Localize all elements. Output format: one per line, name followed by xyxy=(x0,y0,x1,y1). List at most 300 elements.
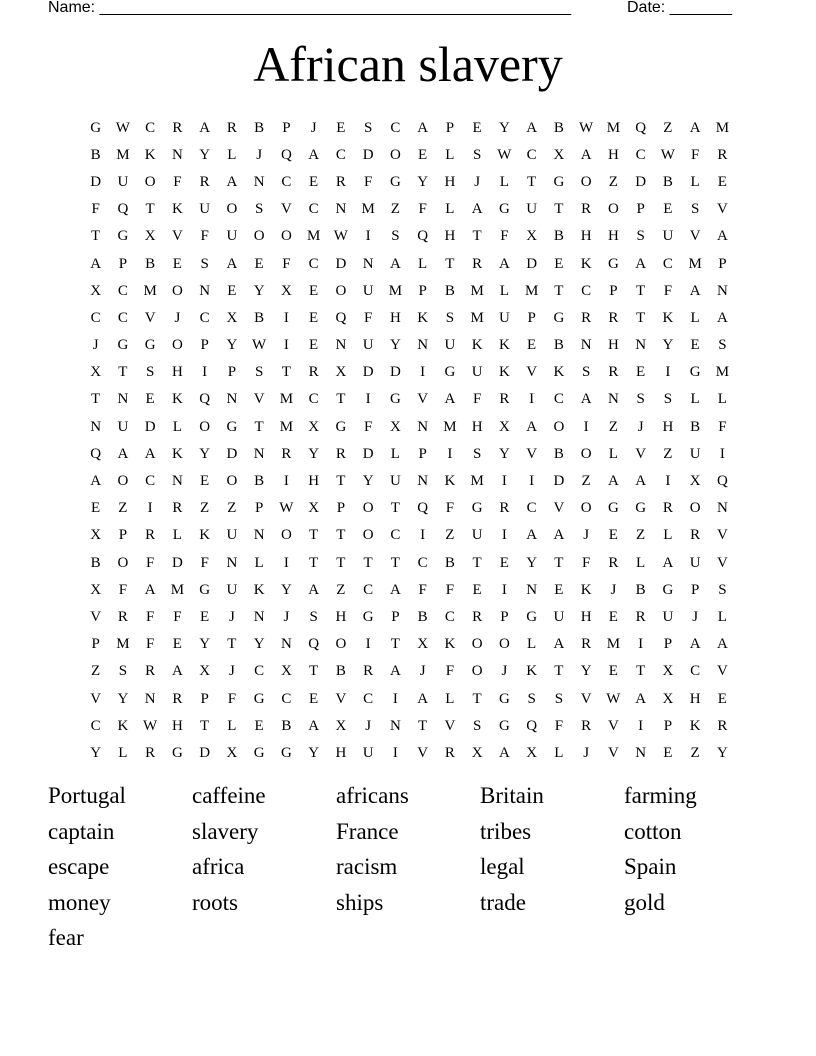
grid-letter: F xyxy=(363,418,373,435)
word-list-item: legal xyxy=(480,854,525,879)
grid-letter: S xyxy=(690,201,700,218)
grid-letter: L xyxy=(663,527,673,544)
grid-letter: M xyxy=(688,255,702,272)
grid-row xyxy=(82,440,736,467)
grid-letter: P xyxy=(91,636,100,653)
grid-letter: N xyxy=(716,282,728,299)
grid-letter: I xyxy=(283,554,289,571)
grid-letter: D xyxy=(389,364,401,381)
grid-letter: A xyxy=(716,309,728,326)
grid-letter: D xyxy=(199,744,211,761)
grid-letter: M xyxy=(606,636,621,653)
grid-letter: E xyxy=(309,337,319,354)
word-list-item: money xyxy=(48,889,111,915)
grid-letter: E xyxy=(554,255,564,272)
grid-letter: C xyxy=(335,146,346,163)
grid-letter: X xyxy=(308,500,320,517)
word-list-item: Portugal xyxy=(48,783,126,808)
grid-letter: A xyxy=(226,173,238,190)
grid-letter: V xyxy=(417,391,429,408)
grid-letter: E xyxy=(717,690,727,707)
grid-letter: Q xyxy=(417,228,429,245)
grid-letter: X xyxy=(553,146,565,163)
grid-letter: U xyxy=(553,608,565,625)
grid-letter: O xyxy=(226,473,238,490)
word-list-item: captain xyxy=(48,818,115,844)
grid-letter: I xyxy=(365,228,371,245)
grid-letter: B xyxy=(553,228,564,245)
grid-letter: E xyxy=(527,337,537,354)
grid-letter: K xyxy=(417,309,429,326)
grid-letter: Y xyxy=(90,744,102,761)
grid-letter: P xyxy=(445,119,455,136)
grid-letter: G xyxy=(635,500,647,517)
grid-letter: S xyxy=(472,445,482,462)
grid-letter: N xyxy=(253,608,265,625)
grid-letter: O xyxy=(580,500,592,517)
grid-letter: O xyxy=(226,201,238,218)
grid-letter: S xyxy=(309,608,318,625)
grid-letter: Q xyxy=(280,146,292,163)
grid-letter: N xyxy=(253,173,265,190)
grid-letter: M xyxy=(306,228,321,245)
grid-letter: K xyxy=(171,391,183,408)
grid-letter: U xyxy=(362,744,374,761)
grid-row xyxy=(82,685,736,712)
grid-letter: S xyxy=(581,364,591,381)
grid-letter: C xyxy=(553,391,564,408)
grid-letter: C xyxy=(662,255,673,272)
grid-letter: I xyxy=(665,473,671,490)
grid-letter: B xyxy=(281,717,292,734)
grid-letter: N xyxy=(253,527,265,544)
grid-letter: H xyxy=(335,608,347,625)
grid-letter: O xyxy=(471,636,483,653)
grid-row xyxy=(82,467,736,494)
grid-letter: X xyxy=(335,364,347,381)
grid-letter: Y xyxy=(117,690,129,707)
grid-letter: D xyxy=(362,445,374,462)
grid-letter: W xyxy=(606,690,621,707)
grid-letter: K xyxy=(498,364,510,381)
grid-letter: Y xyxy=(362,473,374,490)
grid-letter: N xyxy=(171,146,183,163)
grid-letter: L xyxy=(418,255,428,272)
grid-letter: C xyxy=(145,473,156,490)
grid-letter: R xyxy=(335,173,346,190)
word-list-item: France xyxy=(336,818,399,844)
grid-letter: M xyxy=(170,581,185,598)
grid-letter: V xyxy=(553,500,565,517)
grid-letter: U xyxy=(662,608,674,625)
grid-letter: W xyxy=(115,119,130,136)
grid-letter: A xyxy=(635,255,647,272)
grid-letter: G xyxy=(444,364,456,381)
grid-letter: E xyxy=(309,309,319,326)
grid-letter: R xyxy=(717,717,728,734)
grid-letter: K xyxy=(662,309,674,326)
grid-letter: K xyxy=(498,337,510,354)
grid-letter: L xyxy=(690,309,700,326)
grid-letter: A xyxy=(417,119,429,136)
grid-letter: P xyxy=(663,717,673,734)
word-list-item: roots xyxy=(192,889,238,915)
grid-letter: Y xyxy=(199,445,211,462)
grid-letter: Y xyxy=(389,337,401,354)
grid-letter: D xyxy=(335,255,347,272)
grid-letter: S xyxy=(363,119,373,136)
grid-letter: R xyxy=(499,500,510,517)
grid-letter: Y xyxy=(308,744,320,761)
grid-letter: R xyxy=(172,119,183,136)
grid-letter: A xyxy=(144,445,156,462)
grid-letter: R xyxy=(145,663,156,680)
grid-letter: U xyxy=(389,473,401,490)
grid-letter: S xyxy=(445,309,455,326)
grid-letter: V xyxy=(607,717,619,734)
grid-letter: J xyxy=(419,663,426,680)
grid-letter: P xyxy=(282,119,291,136)
grid-letter: T xyxy=(472,554,482,571)
grid-letter: Z xyxy=(608,173,618,190)
grid-letter: U xyxy=(689,554,701,571)
grid-letter: Z xyxy=(118,500,128,517)
grid-letter: X xyxy=(199,663,211,680)
grid-letter: X xyxy=(226,309,238,326)
grid-letter: X xyxy=(526,744,538,761)
word-list-item: Britain xyxy=(480,783,544,808)
grid-letter: E xyxy=(200,473,210,490)
grid-letter: V xyxy=(635,445,647,462)
grid-letter: I xyxy=(447,445,453,462)
grid-letter: T xyxy=(554,554,564,571)
grid-letter: G xyxy=(498,690,510,707)
grid-row xyxy=(82,359,736,386)
grid-letter: P xyxy=(118,527,128,544)
grid-letter: B xyxy=(145,255,156,272)
grid-letter: Y xyxy=(580,663,592,680)
grid-letter: L xyxy=(254,554,264,571)
date-field-label: Date: _______ xyxy=(627,0,732,16)
grid-row xyxy=(82,386,736,413)
grid-letter: V xyxy=(144,309,156,326)
grid-letter: M xyxy=(470,309,484,326)
grid-letter: G xyxy=(389,391,401,408)
grid-letter: A xyxy=(144,581,156,598)
grid-row xyxy=(82,495,736,522)
grid-letter: A xyxy=(716,636,728,653)
grid-letter: D xyxy=(144,418,156,435)
grid-letter: O xyxy=(253,228,265,245)
grid-letter: K xyxy=(553,364,565,381)
grid-letter: T xyxy=(554,282,564,299)
grid-letter: F xyxy=(445,500,455,517)
grid-row xyxy=(82,712,736,739)
grid-letter: C xyxy=(390,119,401,136)
grid-letter: E xyxy=(254,255,264,272)
grid-letter: N xyxy=(335,201,347,218)
grid-letter: O xyxy=(389,146,401,163)
grid-letter: B xyxy=(553,445,564,462)
grid-letter: E xyxy=(636,364,646,381)
grid-letter: K xyxy=(144,146,156,163)
grid-letter: A xyxy=(498,255,510,272)
grid-letter: Q xyxy=(716,473,728,490)
grid-letter: T xyxy=(91,228,101,245)
grid-letter: E xyxy=(336,119,346,136)
grid-letter: F xyxy=(418,201,427,218)
grid-letter: O xyxy=(117,473,129,490)
grid-letter: O xyxy=(171,337,183,354)
grid-row xyxy=(82,304,736,331)
grid-letter: Q xyxy=(635,119,647,136)
grid-letter: O xyxy=(335,282,347,299)
grid-letter: E xyxy=(309,690,319,707)
grid-letter: X xyxy=(308,418,320,435)
grid-letter: A xyxy=(444,391,456,408)
grid-letter: B xyxy=(90,554,101,571)
grid-letter: E xyxy=(200,608,210,625)
grid-letter: R xyxy=(635,608,646,625)
grid-letter: O xyxy=(607,201,619,218)
grid-row xyxy=(82,413,736,440)
grid-letter: U xyxy=(362,282,374,299)
grid-row xyxy=(82,141,736,168)
grid-letter: O xyxy=(171,282,183,299)
grid-row xyxy=(82,739,736,766)
grid-letter: R xyxy=(472,608,483,625)
grid-letter: U xyxy=(471,527,483,544)
grid-letter: Z xyxy=(663,445,673,462)
grid-letter: G xyxy=(553,309,565,326)
grid-letter: O xyxy=(144,173,156,190)
grid-letter: Y xyxy=(417,173,429,190)
grid-letter: Z xyxy=(636,527,646,544)
grid-letter: K xyxy=(199,527,211,544)
grid-letter: E xyxy=(499,554,509,571)
grid-letter: N xyxy=(144,690,156,707)
grid-letter: X xyxy=(280,663,292,680)
grid-letter: T xyxy=(145,201,155,218)
grid-letter: F xyxy=(173,173,182,190)
grid-letter: U xyxy=(662,228,674,245)
grid-letter: P xyxy=(718,255,727,272)
grid-letter: V xyxy=(444,717,456,734)
grid-letter: S xyxy=(391,228,400,245)
grid-letter: K xyxy=(171,445,183,462)
grid-letter: E xyxy=(309,173,319,190)
grid-letter: Z xyxy=(336,581,346,598)
grid-letter: E xyxy=(254,717,264,734)
grid-letter: K xyxy=(689,717,701,734)
grid-letter: I xyxy=(501,527,507,544)
grid-letter: M xyxy=(470,473,484,490)
grid-letter: A xyxy=(90,473,102,490)
grid-letter: F xyxy=(445,581,455,598)
grid-letter: N xyxy=(389,717,401,734)
grid-letter: G xyxy=(362,608,374,625)
grid-letter: N xyxy=(417,473,429,490)
grid-letter: F xyxy=(690,146,700,163)
grid-letter: X xyxy=(498,418,510,435)
grid-letter: W xyxy=(579,119,594,136)
grid-letter: N xyxy=(526,581,538,598)
grid-letter: F xyxy=(145,608,155,625)
grid-letter: G xyxy=(199,581,211,598)
grid-letter: S xyxy=(663,391,673,408)
grid-letter: N xyxy=(199,282,211,299)
grid-letter: U xyxy=(117,418,129,435)
grid-letter: Z xyxy=(227,500,237,517)
grid-letter: Z xyxy=(663,119,673,136)
grid-letter: E xyxy=(472,581,482,598)
grid-letter: T xyxy=(472,228,482,245)
grid-letter: L xyxy=(499,282,509,299)
grid-letter: P xyxy=(391,608,400,625)
word-list-item: ships xyxy=(336,889,384,915)
grid-letter: P xyxy=(609,282,618,299)
grid-letter: I xyxy=(501,473,507,490)
grid-letter: Q xyxy=(308,636,320,653)
grid-letter: P xyxy=(500,608,509,625)
grid-letter: Y xyxy=(498,119,510,136)
grid-letter: D xyxy=(362,146,374,163)
grid-letter: J xyxy=(501,663,508,680)
grid-letter: L xyxy=(636,554,646,571)
grid-letter: Y xyxy=(498,445,510,462)
grid-letter: Q xyxy=(117,201,129,218)
grid-letter: D xyxy=(526,255,538,272)
grid-letter: G xyxy=(226,418,238,435)
grid-letter: U xyxy=(117,173,129,190)
grid-letter: V xyxy=(716,527,728,544)
grid-letter: I xyxy=(501,581,507,598)
grid-letter: Y xyxy=(716,744,728,761)
grid-letter: E xyxy=(309,282,319,299)
grid-letter: E xyxy=(172,255,182,272)
grid-letter: T xyxy=(309,527,319,544)
grid-letter: R xyxy=(335,445,346,462)
grid-letter: N xyxy=(90,418,102,435)
grid-letter: T xyxy=(254,418,264,435)
grid-letter: R xyxy=(444,744,455,761)
grid-letter: M xyxy=(143,282,157,299)
grid-letter: J xyxy=(92,337,99,354)
grid-letter: Z xyxy=(200,500,210,517)
grid-letter: R xyxy=(308,364,319,381)
grid-letter: A xyxy=(689,636,701,653)
grid-letter: M xyxy=(361,201,375,218)
grid-letter: O xyxy=(280,228,292,245)
grid-letter: O xyxy=(362,527,374,544)
grid-letter: A xyxy=(90,255,102,272)
grid-letter: A xyxy=(226,255,238,272)
grid-letter: S xyxy=(718,337,727,354)
grid-letter: Y xyxy=(199,636,211,653)
grid-letter: R xyxy=(172,500,183,517)
grid-letter: X xyxy=(335,717,347,734)
grid-letter: X xyxy=(90,527,102,544)
grid-letter: E xyxy=(227,282,237,299)
grid-letter: T xyxy=(390,500,400,517)
grid-letter: G xyxy=(144,337,156,354)
grid-letter: P xyxy=(254,500,264,517)
grid-letter: R xyxy=(581,309,592,326)
grid-letter: P xyxy=(663,636,673,653)
grid-letter: X xyxy=(226,744,238,761)
grid-letter: D xyxy=(635,173,647,190)
grid-letter: A xyxy=(417,690,429,707)
grid-letter: S xyxy=(636,391,645,408)
grid-letter: B xyxy=(444,282,455,299)
grid-row xyxy=(82,631,736,658)
grid-letter: B xyxy=(254,473,265,490)
grid-letter: P xyxy=(336,500,346,517)
grid-letter: O xyxy=(553,418,565,435)
grid-letter: E xyxy=(145,391,155,408)
grid-letter: N xyxy=(417,337,429,354)
grid-letter: W xyxy=(660,146,675,163)
grid-letter: G xyxy=(662,581,674,598)
grid-letter: N xyxy=(362,255,374,272)
grid-letter: Y xyxy=(662,337,674,354)
grid-letter: O xyxy=(280,527,292,544)
grid-letter: A xyxy=(607,473,619,490)
grid-letter: I xyxy=(392,690,398,707)
grid-letter: N xyxy=(226,554,238,571)
word-list-item: africa xyxy=(192,854,245,879)
grid-letter: H xyxy=(607,228,619,245)
grid-letter: I xyxy=(283,337,289,354)
grid-letter: V xyxy=(716,554,728,571)
grid-letter: R xyxy=(608,309,619,326)
grid-letter: S xyxy=(527,690,536,707)
word-list-item: caffeine xyxy=(192,783,266,808)
grid-letter: C xyxy=(526,146,537,163)
grid-letter: R xyxy=(717,146,728,163)
grid-letter: J xyxy=(256,146,263,163)
grid-letter: H xyxy=(335,744,347,761)
grid-letter: L xyxy=(717,608,727,625)
grid-row xyxy=(82,168,736,195)
grid-letter: P xyxy=(527,309,536,326)
grid-letter: C xyxy=(308,391,319,408)
grid-letter: J xyxy=(228,663,235,680)
grid-letter: H xyxy=(689,690,701,707)
grid-letter: V xyxy=(171,228,183,245)
grid-letter: I xyxy=(665,364,671,381)
grid-letter: V xyxy=(689,228,701,245)
grid-letter: T xyxy=(472,690,482,707)
grid-letter: N xyxy=(607,391,619,408)
grid-letter: E xyxy=(172,636,182,653)
grid-letter: V xyxy=(526,445,538,462)
grid-letter: W xyxy=(497,146,512,163)
grid-letter: A xyxy=(498,744,510,761)
grid-letter: H xyxy=(444,173,456,190)
grid-letter: G xyxy=(253,744,265,761)
grid-letter: F xyxy=(200,228,209,245)
grid-letter: A xyxy=(308,146,320,163)
grid-letter: G xyxy=(117,337,129,354)
grid-letter: Z xyxy=(608,418,618,435)
grid-letter: I xyxy=(420,364,426,381)
word-list-item: farming xyxy=(624,783,697,808)
grid-letter: N xyxy=(226,391,238,408)
grid-letter: M xyxy=(279,391,294,408)
grid-letter: K xyxy=(444,473,456,490)
grid-letter: I xyxy=(529,391,535,408)
